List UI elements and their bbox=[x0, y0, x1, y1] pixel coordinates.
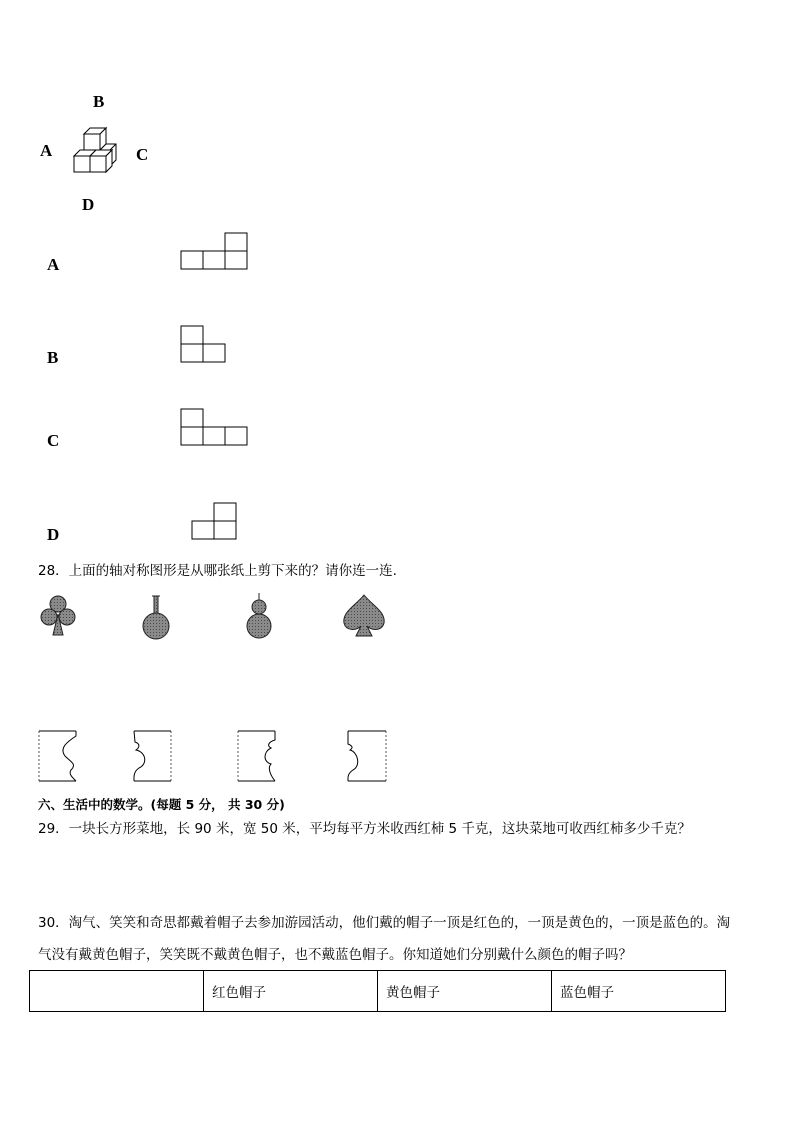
table-header-yellow-hat: 黄色帽子 bbox=[378, 971, 552, 1012]
option-label-b: B bbox=[47, 348, 59, 367]
view-label-d: D bbox=[82, 195, 95, 214]
option-c-view bbox=[180, 408, 252, 448]
question-30-line-2: 气没有戴黄色帽子，笑笑既不戴黄色帽子，也不戴蓝色帽子。你知道她们分别戴什么颜色的帽子吗？ bbox=[38, 947, 632, 963]
club-shape bbox=[41, 596, 75, 635]
table-header-blue-hat: 蓝色帽子 bbox=[552, 971, 726, 1012]
table-row bbox=[30, 971, 726, 1012]
gourd-shape bbox=[247, 593, 271, 638]
question-30-line-1: 30．淘气、笑笑和奇思都戴着帽子去参加游园活动，他们戴的帽子一顶是红色的，一顶是黄色的，一顶是蓝色的。淘 bbox=[38, 915, 731, 931]
paper-cut-2 bbox=[134, 731, 171, 781]
section-6-title: 六、生活中的数学。(每题 5 分， 共 30 分) bbox=[38, 797, 285, 812]
option-label-a: A bbox=[47, 255, 60, 274]
paper-cuts-row bbox=[35, 728, 395, 786]
view-label-c: C bbox=[136, 145, 149, 164]
table-header-red-hat: 红色帽子 bbox=[204, 971, 378, 1012]
option-d-view bbox=[191, 502, 241, 542]
view-label-a: A bbox=[40, 141, 53, 160]
option-label-d: D bbox=[47, 525, 60, 544]
paper-cut-4 bbox=[348, 731, 386, 781]
table-cell-corner[interactable] bbox=[30, 971, 204, 1012]
paper-cut-1 bbox=[39, 731, 76, 781]
spade-shape bbox=[344, 595, 384, 636]
symmetric-shapes-row bbox=[30, 590, 410, 645]
option-label-c: C bbox=[47, 431, 60, 450]
paper-cut-3 bbox=[238, 731, 275, 781]
flask-shape bbox=[143, 596, 169, 639]
hat-color-table bbox=[29, 970, 726, 1012]
cube-stack-figure bbox=[70, 125, 120, 180]
option-a-view bbox=[180, 232, 250, 272]
option-b-view bbox=[180, 325, 230, 365]
view-label-b: B bbox=[93, 92, 105, 111]
question-29-text: 29．一块长方形菜地，长 90 米，宽 50 米，平均每平方米收西红柿 5 千克，这块菜地可收西红柿多少千克？ bbox=[38, 821, 691, 837]
question-28-text: 28．上面的轴对称图形是从哪张纸上剪下来的？请你连一连. bbox=[38, 563, 397, 579]
